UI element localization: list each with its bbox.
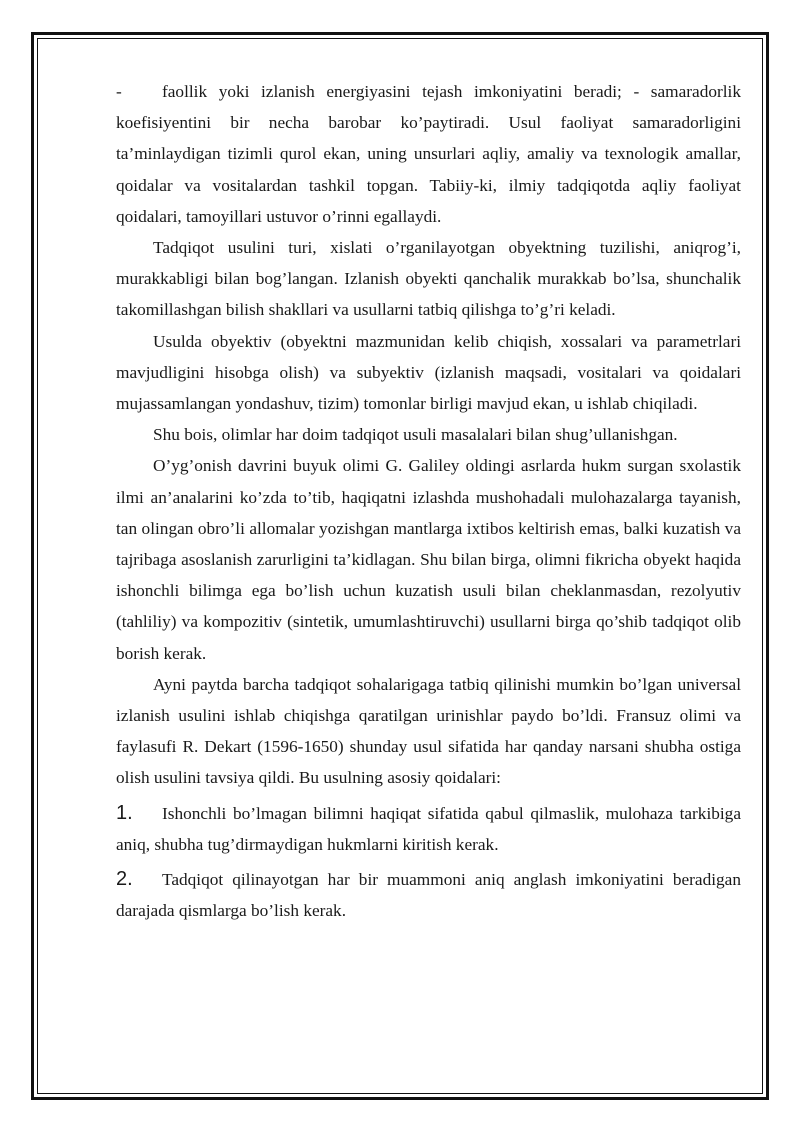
list-number-2: 2. <box>116 868 133 891</box>
paragraph-6: Ayni paytda barcha tadqiqot sohalarigaga tatbiq qilinishi mumkin bo’lgan universal izlanish usulini ishlab chiqishga qaratilgan urinishlar paydo bo’ldi. Fransuz olimi va faylasufi R. Dekart (1596-1650) shunday usul sifatida har qanday narsani shubha ostiga olish usulini tavsiya qildi. Bu usulning asosiy qoidalari: <box>116 674 741 788</box>
list-item-1-text: Ishonchli bo’lmagan bilimni haqiqat sifatida qabul qilmaslik, mulohaza tarkibiga aniq, shubha tug’dirmaydigan hukmlarni kiritish kerak. <box>116 803 741 854</box>
paragraph-2: Tadqiqot usulini turi, xislati o’rganilayotgan obyektning tuzilishi, aniqrog’i, murakkabligi bilan bog’langan. Izlanish obyekti qanchalik murakkab bo’lsa, shunchalik takomillashgan bilish shakllari va usullarni tatbiq qilishga to’g’ri keladi. <box>116 238 741 320</box>
paragraph-3: Usulda obyektiv (obyektni mazmunidan kelib chiqish, xossalari va parametrlari mavjudligini hisobga olish) va subyektiv (izlanish maqsadi, vositalari va qoidalari mujassamlangan yondashuv, tizim) tomonlar birligi mavjud ekan, u ishlab chiqiladi. <box>116 331 741 414</box>
list-item-1 <box>116 798 741 860</box>
list-item-2-text: Tadqiqot qilinayotgan har bir muammoni aniq anglash imkoniyatini beradigan darajada qismlarga bo’lish kerak. <box>116 870 741 921</box>
list-item-2 <box>116 864 741 926</box>
paragraph-1 <box>116 76 741 232</box>
list-number-1: 1. <box>116 801 133 824</box>
document-body <box>116 76 741 926</box>
paragraph-4: Shu bois, olimlar har doim tadqiqot usuli masalalari bilan shug’ullanishgan. <box>153 425 678 445</box>
paragraph-1-text: faollik yoki izlanish energiyasini tejash imkoniyatini beradi; - samaradorlik koefisiyentini bir necha barobar ko’paytiradi. Usul faoliyat samaradorligini ta’minlaydigan tizimli qurol ekan, uning unsurlari aqliy, amaliy va texnologik amallar, qoidalar va vositalardan tashkil topgan. Tabiiy-ki, ilmiy tadqiqotda aqliy faoliyat qoidalari, tamoyillari ustuvor o’rinni egallaydi. <box>116 82 741 226</box>
dash-marker: - <box>116 82 122 101</box>
paragraph-5: O’yg’onish davrini buyuk olimi G. Galiley oldingi asrlarda hukm surgan sxolastik ilmi an’analarini ko’zda to’tib, haqiqatni izlashda mushohadali mulohazalarga tayanish, tan olingan obro’li allomalar yozishgan mantlarga ixtibos keltirish emas, balki kuzatish va tajribaga asoslanish zarurligini ta’kidlagan. Shu bilan birga, olimni fikricha obyekt haqida ishonchli bilimga ega bo’lish uchun kuzatish usuli bilan cheklanmasdan, rezolyutiv (tahliliy) va kompozitiv (sintetik, umumlashtiruvchi) usullarni birga qo’shib tadqiqot olib borish kerak. <box>116 456 741 663</box>
